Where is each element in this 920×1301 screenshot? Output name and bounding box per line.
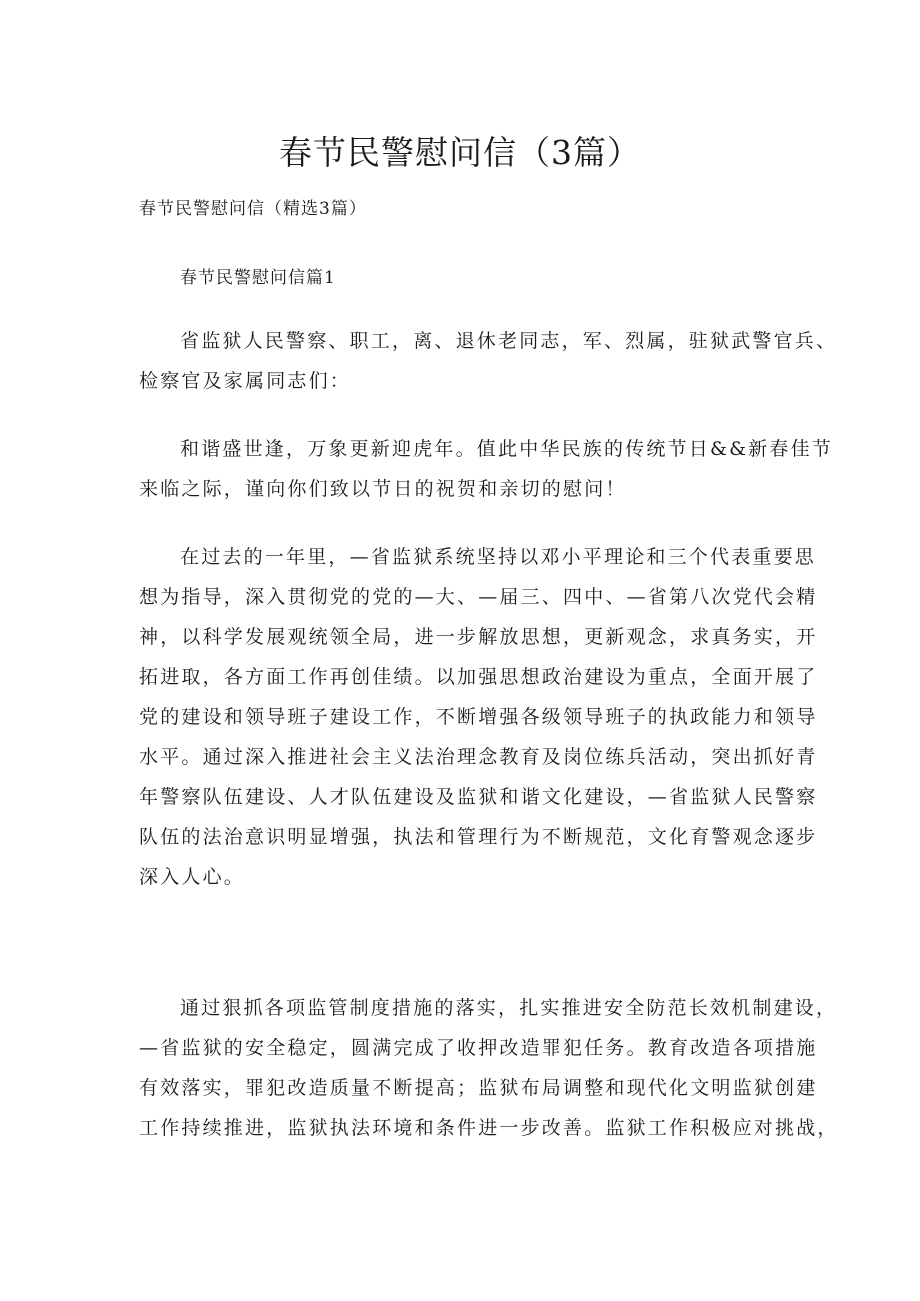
paragraph-line: 在过去的一年里，—省监狱系统坚持以邓小平理论和三个代表重要思 <box>180 546 817 568</box>
paragraph-line: 想为指导，深入贯彻党的党的—大、—届三、四中、—省第八次党代会精 <box>139 586 818 608</box>
paragraph-security <box>139 988 839 1148</box>
paragraph-line: 年警察队伍建设、人才队伍建设及监狱和谐文化建设，—省监狱人民警察 <box>139 786 818 808</box>
section-heading: 春节民警慰问信篇1 <box>180 268 336 288</box>
paragraph-line: 水平。通过深入推进社会主义法治理念教育及岗位练兵活动，突出抓好青 <box>139 746 818 768</box>
paragraph-salutation <box>139 321 838 401</box>
document-subtitle: 春节民警慰问信（精选3篇） <box>139 199 367 219</box>
paragraph-line: 有效落实，罪犯改造质量不断提高；监狱布局调整和现代化文明监狱创建 <box>139 1077 818 1099</box>
document-title: 春节民警慰问信（3篇） <box>279 133 641 172</box>
paragraph-line: 来临之际，谨向你们致以节日的祝贺和亲切的慰问！ <box>139 478 627 500</box>
paragraph-line: —省监狱的安全稳定，圆满完成了收押改造罪犯任务。教育改造各项措施 <box>139 1037 818 1059</box>
paragraph-review <box>139 537 818 897</box>
paragraph-line: 省监狱人民警察、职工，离、退休老同志，军、烈属，驻狱武警官兵、 <box>180 330 838 352</box>
paragraph-greeting <box>139 429 834 509</box>
paragraph-line: 和谐盛世逢，万象更新迎虎年。值此中华民族的传统节日&&新春佳节 <box>180 438 834 460</box>
paragraph-line: 拓进取，各方面工作再创佳绩。以加强思想政治建设为重点，全面开展了 <box>139 666 818 688</box>
paragraph-line: 队伍的法治意识明显增强，执法和管理行为不断规范，文化育警观念逐步 <box>139 826 818 848</box>
paragraph-line: 神，以科学发展观统领全局，进一步解放思想，更新观念，求真务实，开 <box>139 626 818 648</box>
paragraph-line: 工作持续推进，监狱执法环境和条件进一步改善。监狱工作积极应对挑战， <box>139 1117 839 1139</box>
paragraph-line: 检察官及家属同志们： <box>139 370 352 392</box>
paragraph-line: 深入人心。 <box>139 866 246 888</box>
paragraph-line: 通过狠抓各项监管制度措施的落实，扎实推进安全防范长效机制建设， <box>180 997 838 1019</box>
paragraph-line: 党的建设和领导班子建设工作，不断增强各级领导班子的执政能力和领导 <box>139 706 818 728</box>
